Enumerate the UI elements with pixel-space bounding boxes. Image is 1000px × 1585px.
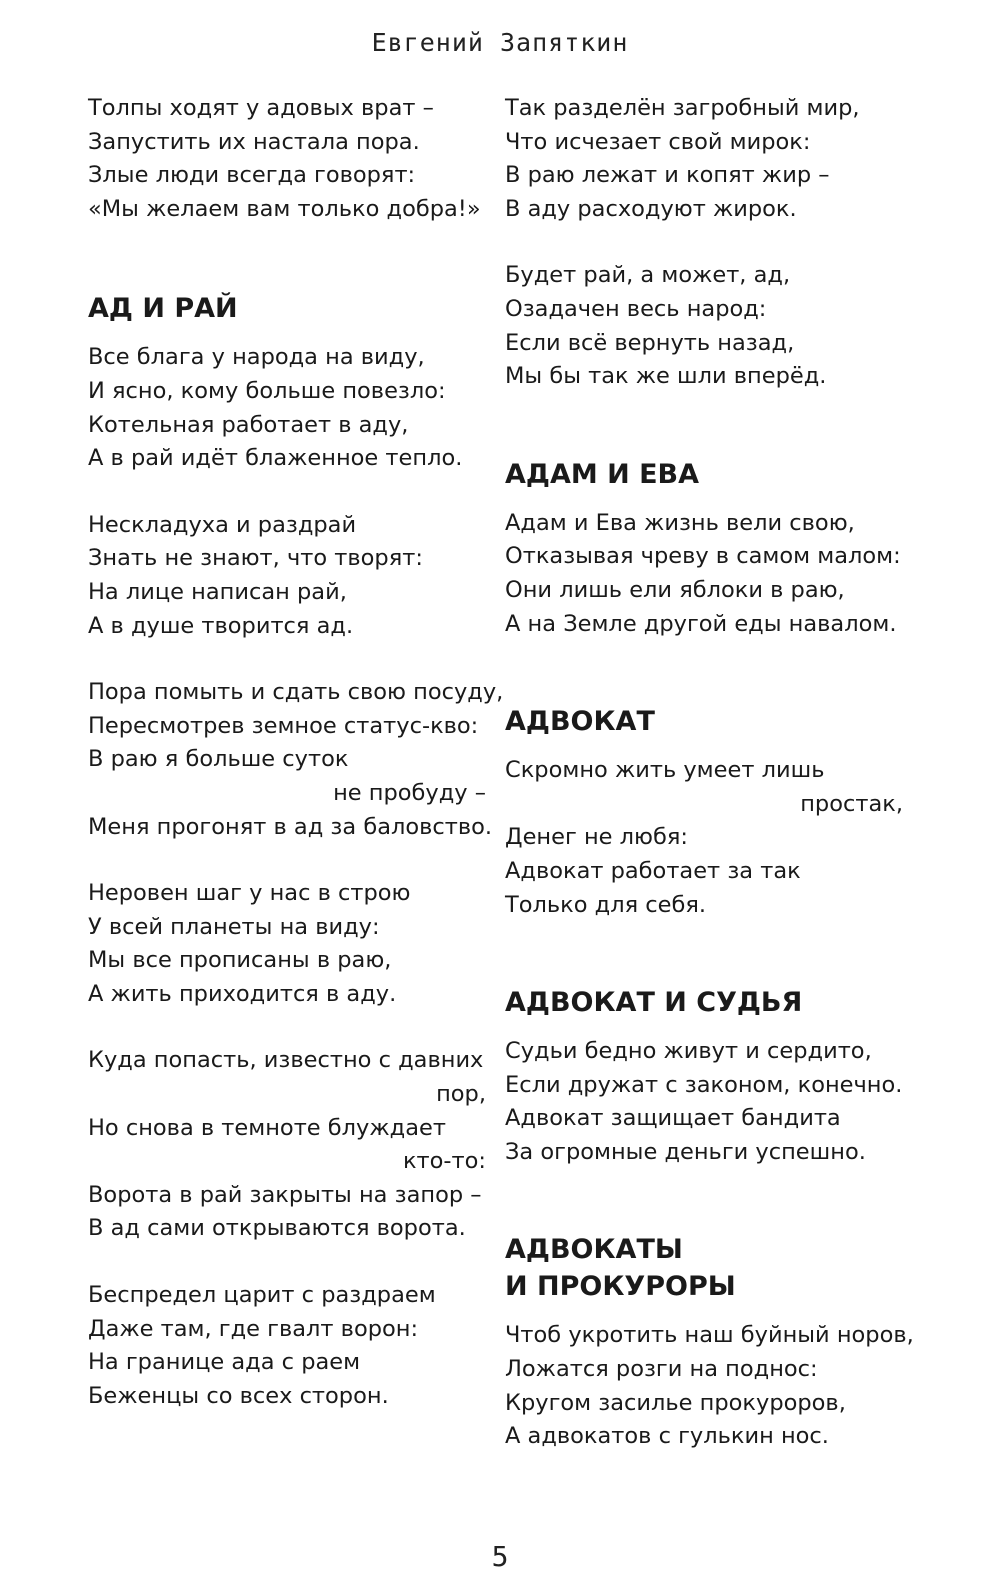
stanza xyxy=(505,507,925,641)
stanza xyxy=(88,341,508,475)
poem-line-continuation: простак, xyxy=(800,790,903,817)
stanza xyxy=(88,676,508,844)
stanza xyxy=(505,259,925,393)
poem-line: Судьи бедно живут и сердито, xyxy=(505,1038,872,1065)
poem-line: Адвокат защищает бандита xyxy=(505,1105,841,1132)
poem-line: Что исчезает свой мирок: xyxy=(505,128,811,155)
poem-line: Только для себя. xyxy=(505,891,707,918)
poem-line: В ад сами открываются ворота. xyxy=(88,1215,466,1242)
poem-title: АДВОКАТ И СУДЬЯ xyxy=(505,987,803,1019)
poem-line: Кругом засилье прокуроров, xyxy=(505,1389,846,1416)
poem-line: А в рай идёт блаженное тепло. xyxy=(88,445,463,472)
poem-line-continuation: не пробуду – xyxy=(333,779,486,806)
poem-line: Беспредел царит с раздраем xyxy=(88,1282,436,1309)
poem-line: На границе ада с раем xyxy=(88,1349,361,1376)
poem-line: Мы бы так же шли вперёд. xyxy=(505,363,827,390)
poem-line: А жить приходится в аду. xyxy=(88,980,397,1007)
poem-line: Котельная работает в аду, xyxy=(88,411,409,438)
stanza xyxy=(88,877,508,1011)
poem-title: АДВОКАТ xyxy=(505,706,655,738)
poem-line: А в душе творится ад. xyxy=(88,612,354,639)
poem-line: В раю лежат и копят жир – xyxy=(505,162,830,189)
poem-line: Озадачен весь народ: xyxy=(505,295,767,322)
poem-line: Неровен шаг у нас в строю xyxy=(88,880,411,907)
poem-line-continuation: кто-то: xyxy=(402,1148,486,1175)
stanza xyxy=(505,754,925,922)
poem-line: Куда попасть, известно с давних xyxy=(88,1047,484,1074)
poem-line: Чтоб укротить наш буйный норов, xyxy=(505,1322,914,1349)
poem-line: Пересмотрев земное статус-кво: xyxy=(88,712,479,739)
right-column xyxy=(505,92,925,1487)
poem-line: На лице написан рай, xyxy=(88,578,347,605)
poem-title: АД И РАЙ xyxy=(88,293,238,325)
poem-line: Отказывая чреву в самом малом: xyxy=(505,543,901,570)
poem-line: Мы все прописаны в раю, xyxy=(88,947,392,974)
poem-line: Ворота в рай закрыты на запор – xyxy=(88,1181,482,1208)
poem-title: АДАМ И ЕВА xyxy=(505,458,700,490)
poem-line: «Мы желаем вам только добра!» xyxy=(88,195,481,222)
poem-line: Если дружат с законом, конечно. xyxy=(505,1071,903,1098)
poem-line: Они лишь ели яблоки в раю, xyxy=(505,576,845,603)
poem-line: У всей планеты на виду: xyxy=(88,913,380,940)
poem-line: Если всё вернуть назад, xyxy=(505,329,795,356)
poem-line: А на Земле другой еды навалом. xyxy=(505,610,897,637)
stanza xyxy=(88,1279,508,1413)
poem-line: В аду расходуют жирок. xyxy=(505,195,797,222)
poem-line: Так разделён загробный мир, xyxy=(505,95,860,121)
left-column xyxy=(88,92,508,1446)
poem-title: И ПРОКУРОРЫ xyxy=(505,1271,736,1303)
poem-line: Знать не знают, что творят: xyxy=(88,545,423,572)
poem-line: Ложатся розги на поднос: xyxy=(505,1356,818,1383)
poem-line: А адвокатов с гулькин нос. xyxy=(505,1423,829,1450)
poem-line: Адвокат работает за так xyxy=(505,857,801,884)
poem-line: И ясно, кому больше повезло: xyxy=(88,377,446,404)
poem-line: В раю я больше суток xyxy=(88,746,349,773)
poem-line: Меня прогонят в ад за баловство. xyxy=(88,813,493,840)
poem-line: Злые люди всегда говорят: xyxy=(88,162,416,189)
poem-line: Беженцы со всех сторон. xyxy=(88,1382,389,1409)
stanza xyxy=(505,92,925,226)
poem-line: Запустить их настала пора. xyxy=(88,128,420,155)
stanza xyxy=(505,1319,925,1453)
page-number: 5 xyxy=(491,1540,509,1573)
stanza xyxy=(88,509,508,643)
stanza xyxy=(505,1035,925,1169)
poem-line: Пора помыть и сдать свою посуду, xyxy=(88,679,504,706)
poem-line: Будет рай, а может, ад, xyxy=(505,262,791,289)
poem-line: Все блага у народа на виду, xyxy=(88,344,425,371)
poem-line: Но снова в темноте блуждает xyxy=(88,1114,446,1141)
stanza xyxy=(88,92,508,226)
poem-line: Даже там, где гвалт ворон: xyxy=(88,1315,419,1342)
poem-line: За огромные деньги успешно. xyxy=(505,1138,866,1165)
stanza xyxy=(88,1044,508,1246)
poem-title: АДВОКАТЫ xyxy=(505,1234,683,1266)
poem-line: Адам и Ева жизнь вели свою, xyxy=(505,509,855,536)
poem-line-continuation: пор, xyxy=(436,1081,486,1108)
poem-line: Нескладуха и раздрай xyxy=(88,511,357,538)
poem-line: Толпы ходят у адовых врат – xyxy=(88,95,434,121)
poem-line: Денег не любя: xyxy=(505,824,688,851)
running-header-author: Евгений Запяткин xyxy=(371,28,629,57)
poem-line: Скромно жить умеет лишь xyxy=(505,757,825,784)
